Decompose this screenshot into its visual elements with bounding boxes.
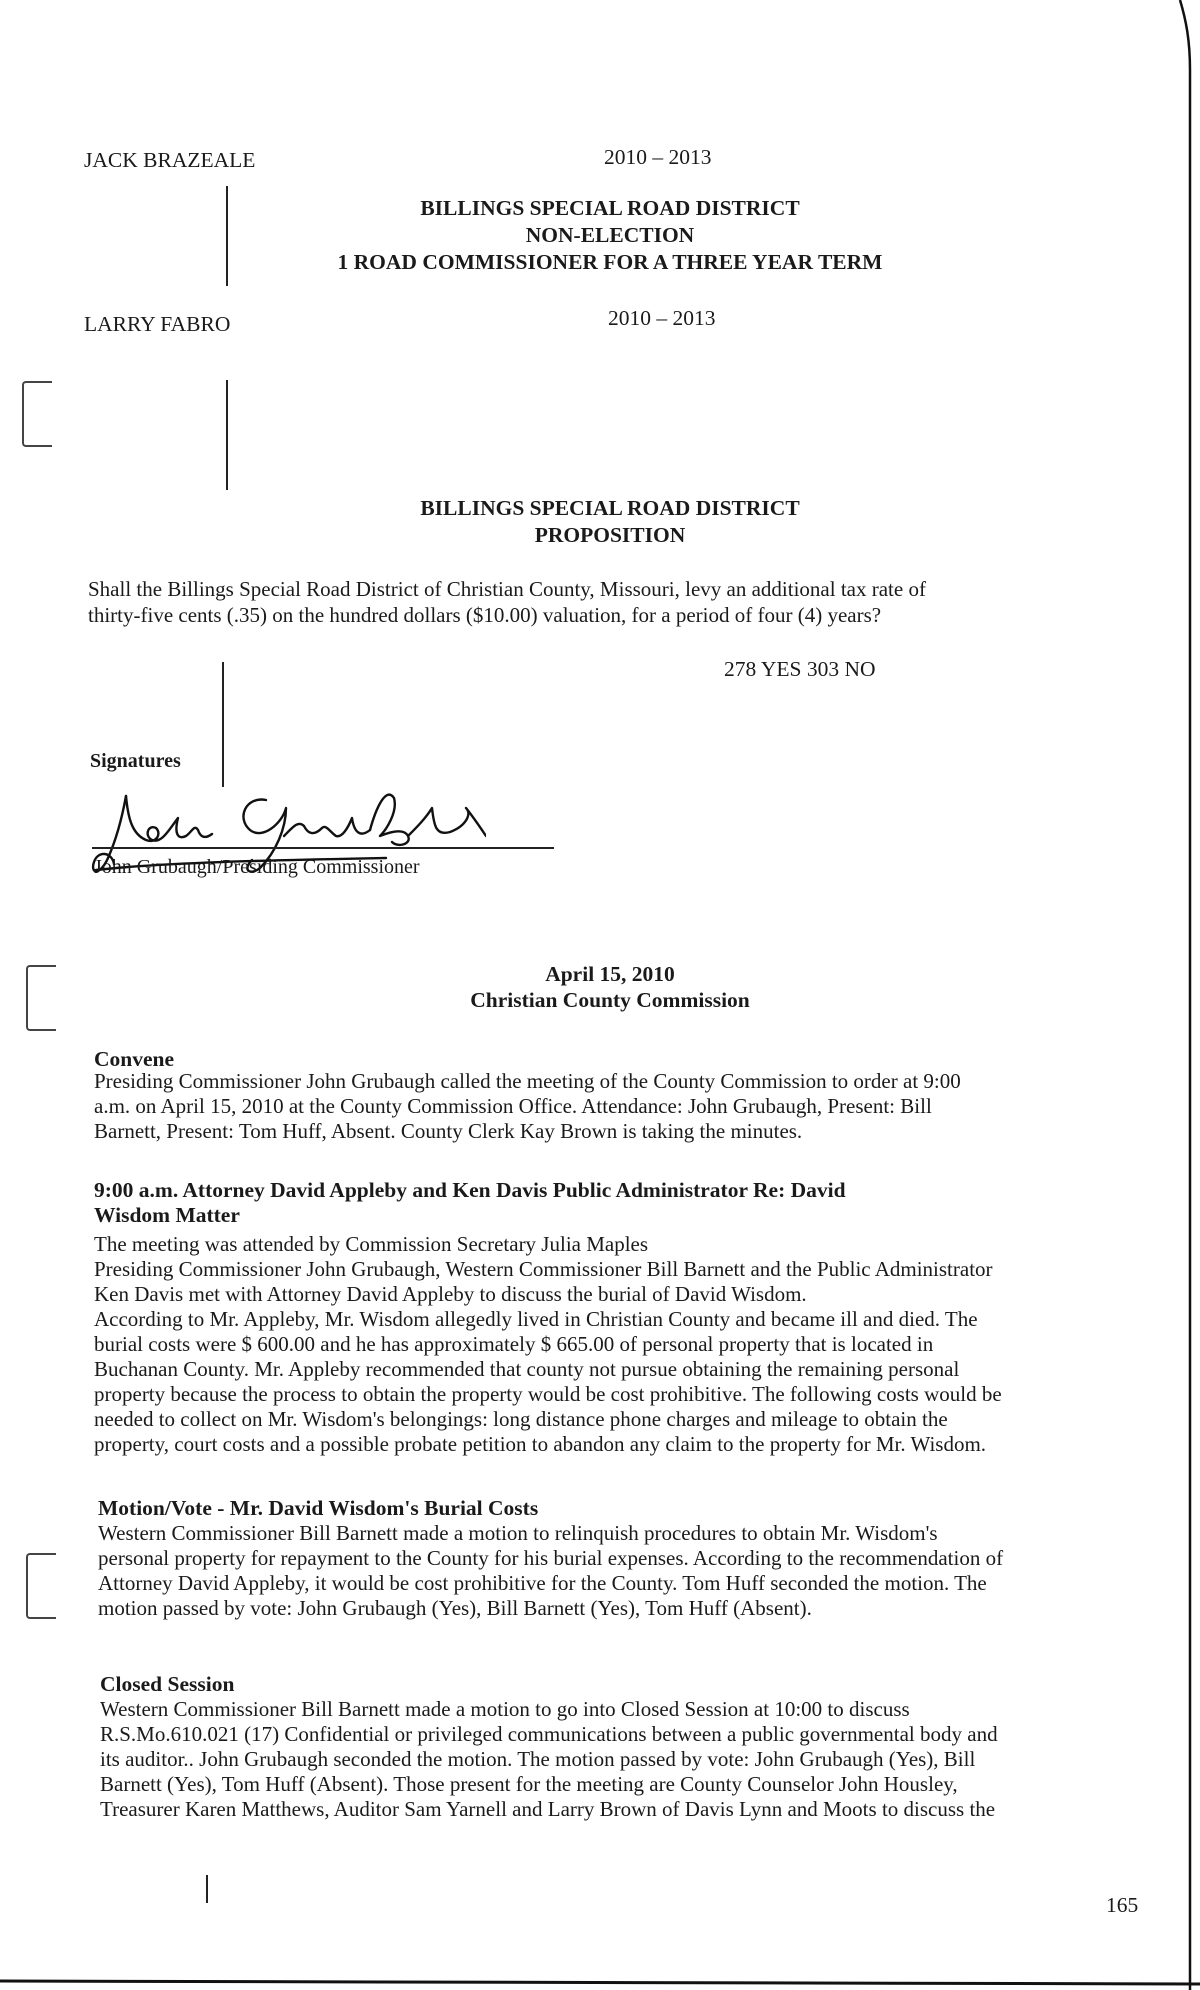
proposition-question: thirty-five cents (.35) on the hundred dollars ($10.00) valuation, for a period of four (4) years? xyxy=(88,603,882,627)
paragraph-line: Barnett (Yes), Tom Huff (Absent). Those present for the meeting are County Counselor John Housley, xyxy=(100,1772,958,1796)
meeting-date: April 15, 2010 xyxy=(545,962,675,986)
paragraph-line: The meeting was attended by Commission Secretary Julia Maples xyxy=(94,1232,649,1256)
binder-mark xyxy=(22,381,52,447)
binder-mark xyxy=(26,965,56,1031)
paragraph-line: property because the process to obtain the property would be cost prohibitive. The following costs would be xyxy=(94,1382,1002,1406)
paragraph-line: its auditor.. John Grubaugh seconded the motion. The motion passed by vote: John Grubaugh (Yes), Bill xyxy=(100,1747,976,1771)
section-heading-appleby: 9:00 a.m. Attorney David Appleby and Ken Davis Public Administrator Re: David xyxy=(94,1178,846,1202)
paragraph-line: Attorney David Appleby, it would be cost prohibitive for the County. Tom Huff seconded the motion. The xyxy=(98,1571,987,1595)
page-number: 165 xyxy=(1106,1893,1139,1917)
meeting-body: Christian County Commission xyxy=(470,988,750,1012)
paragraph-line: Treasurer Karen Matthews, Auditor Sam Yarnell and Larry Brown of Davis Lynn and Moots to discuss the xyxy=(100,1797,996,1821)
paragraph-line: Ken Davis met with Attorney David Appleby to discuss the burial of David Wisdom. xyxy=(94,1282,807,1306)
paragraph-line: needed to collect on Mr. Wisdom's belongings: long distance phone charges and mileage to obtain the xyxy=(94,1407,948,1431)
proposition-question: Shall the Billings Special Road District of Christian County, Missouri, levy an additional tax rate of xyxy=(88,577,926,601)
proposition-result: 278 YES 303 NO xyxy=(724,657,876,681)
paragraph-line: burial costs were $ 600.00 and he has approximately $ 665.00 of personal property that is located in xyxy=(94,1332,934,1356)
signer-name: John Grubaugh/Presiding Commissioner xyxy=(94,856,420,878)
section-heading-closed-session: Closed Session xyxy=(100,1672,235,1696)
page-edge-right xyxy=(1178,0,1192,1990)
paragraph-line: personal property for repayment to the County for his burial expenses. According to the recommendation of xyxy=(98,1546,1004,1570)
candidate-1-term: 2010 – 2013 xyxy=(604,145,712,169)
paragraph-line: Barnett, Present: Tom Huff, Absent. County Clerk Kay Brown is taking the minutes. xyxy=(94,1119,803,1143)
paragraph-line: According to Mr. Appleby, Mr. Wisdom allegedly lived in Christian County and became ill and died. The xyxy=(94,1307,978,1331)
paragraph-line: Buchanan County. Mr. Appleby recommended that county not pursue obtaining the remaining personal xyxy=(94,1357,960,1381)
signatures-label: Signatures xyxy=(90,750,181,772)
section-heading-appleby: Wisdom Matter xyxy=(94,1203,240,1227)
candidate-2-name: LARRY FABRO xyxy=(84,312,231,336)
proposition-subtitle: PROPOSITION xyxy=(534,523,686,547)
non-election-office: 1 ROAD COMMISSIONER FOR A THREE YEAR TERM xyxy=(337,250,883,274)
paragraph-line: Western Commissioner Bill Barnett made a motion to go into Closed Session at 10:00 to discuss xyxy=(100,1697,910,1721)
paragraph-line: a.m. on April 15, 2010 at the County Commission Office. Attendance: John Grubaugh, Present: Bill xyxy=(94,1094,932,1118)
binder-mark xyxy=(26,1553,56,1619)
paragraph-line: property, court costs and a possible probate petition to abandon any claim to the property for Mr. Wisdom. xyxy=(94,1432,987,1456)
paragraph-line: R.S.Mo.610.021 (17) Confidential or privileged communications between a public governmental body and xyxy=(100,1722,998,1746)
section-heading-convene: Convene xyxy=(94,1047,175,1071)
vertical-rule xyxy=(226,380,228,490)
candidate-1-name: JACK BRAZEALE xyxy=(84,148,256,172)
paragraph-line: Presiding Commissioner John Grubaugh called the meeting of the County Commission to order at 9:00 xyxy=(94,1069,961,1093)
paragraph-line: Western Commissioner Bill Barnett made a motion to relinquish procedures to obtain Mr. Wisdom's xyxy=(98,1521,938,1545)
section-heading-motion: Motion/Vote - Mr. David Wisdom's Burial Costs xyxy=(98,1496,539,1520)
page-edge-bottom xyxy=(0,1972,1200,1990)
vertical-rule xyxy=(226,186,228,286)
candidate-2-term: 2010 – 2013 xyxy=(608,306,716,330)
non-election-subtitle: NON-ELECTION xyxy=(525,223,695,247)
paragraph-line: motion passed by vote: John Grubaugh (Yes), Bill Barnett (Yes), Tom Huff (Absent). xyxy=(98,1596,812,1620)
non-election-title: BILLINGS SPECIAL ROAD DISTRICT xyxy=(420,196,800,220)
vertical-rule xyxy=(222,662,224,787)
paragraph-line: Presiding Commissioner John Grubaugh, Western Commissioner Bill Barnett and the Public Administrator xyxy=(94,1257,993,1281)
proposition-title: BILLINGS SPECIAL ROAD DISTRICT xyxy=(420,496,800,520)
signature-line xyxy=(92,847,554,849)
vertical-rule xyxy=(206,1875,208,1903)
